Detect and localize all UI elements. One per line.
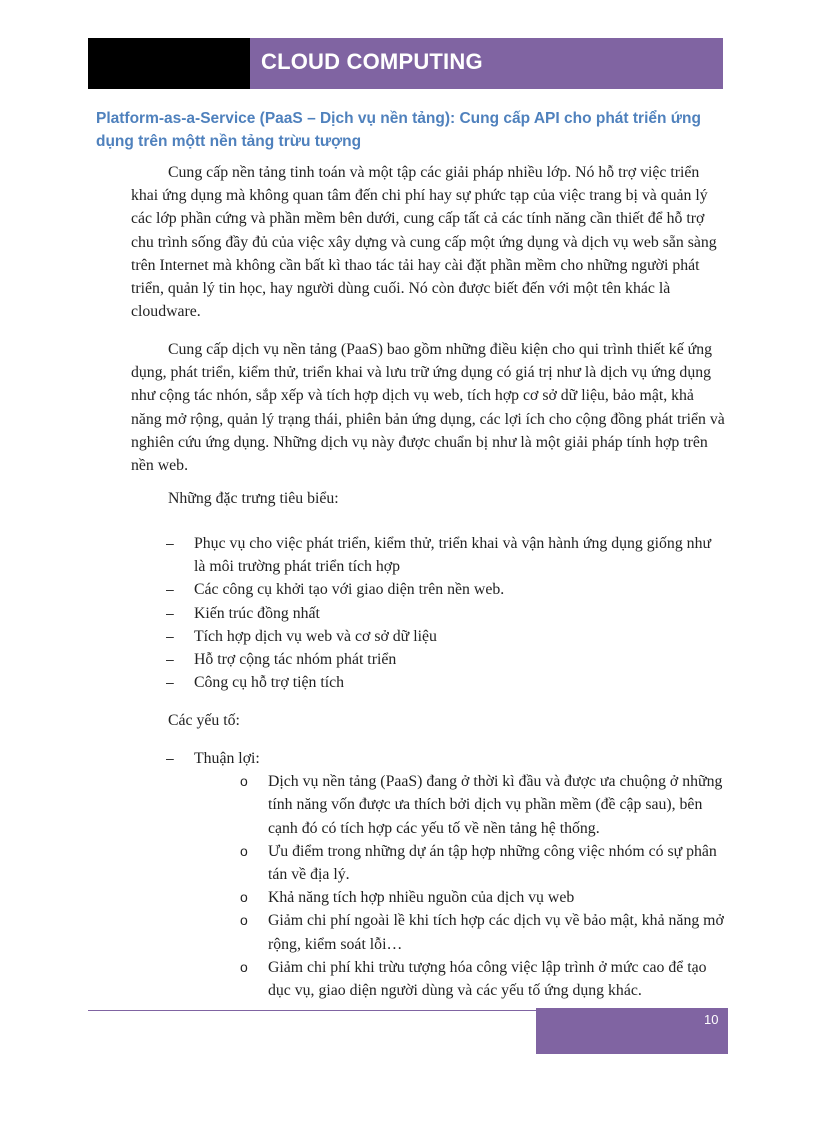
list-item (166, 648, 726, 671)
list-item (166, 671, 726, 694)
dash-marker: – (166, 581, 174, 598)
section-title: Platform-as-a-Service (PaaS – Dịch vụ nền tảng): Cung cấp API cho phát triển ứng dụng trên mộtt nền tảng trừu tượng (96, 110, 701, 150)
sub-list-item (240, 956, 726, 1002)
sub-list-item-text: Giảm chi phí ngoài lề khi tích hợp các dịch vụ về bảo mật, khả năng mở rộng, kiểm soát lỗi… (268, 912, 724, 953)
bullet-marker: o (240, 889, 248, 906)
list-item-text: Tích hợp dịch vụ web và cơ sở dữ liệu (194, 627, 437, 645)
bullet-marker: o (240, 958, 248, 975)
dash-marker: – (166, 627, 174, 644)
sub-list-item (240, 886, 726, 909)
dash-marker: – (166, 674, 174, 691)
list-item-text: Kiến trúc đồng nhất (194, 604, 320, 622)
list-item (166, 578, 726, 601)
dash-marker: – (166, 604, 174, 621)
paragraph-details: Cung cấp dịch vụ nền tảng (PaaS) bao gồm những điều kiện cho qui trình thiết kế ứng dụng, phát triển, kiểm thử, triển khai và lưu trữ ứng dụng có giá trị như là dịch vụ ứng dụng như cộng tác nhón, sắp xếp và tích hợp dịch vụ web, tích hợp cơ sở dữ liệu, bảo mật, khả năng mở rộng, quản lý trạng thái, phiên bản ứng dụng, các lợi ích cho cộng đồng phát triển và nghiên cứu ứng dụng. Những dịch vụ này được chuẩn bị như là một giải pháp tính hợp trên nền web. (131, 341, 725, 475)
dash-marker: – (166, 651, 174, 668)
factors-heading: Các yếu tố: (168, 712, 240, 729)
bullet-marker: o (240, 773, 248, 790)
list-item-text: Các công cụ khởi tạo với giao diện trên nền web. (194, 581, 505, 599)
sub-list-item-text: Giảm chi phí khi trừu tượng hóa công việc lập trình ở mức cao để tạo dục vụ, giao diện người dùng và các yếu tố ứng dụng khác. (268, 958, 707, 1000)
list-item (166, 602, 726, 625)
sub-list-item (240, 770, 726, 840)
dash-marker: – (166, 750, 174, 766)
header-title: CLOUD COMPUTING (261, 49, 483, 74)
list-item (166, 532, 726, 578)
advantages-label: Thuận lợi: (194, 750, 260, 767)
sub-list-item (240, 909, 726, 955)
footer-page-box (536, 1008, 728, 1054)
features-list (166, 532, 726, 694)
sub-list-item-text: Khả năng tích hợp nhiều nguồn của dịch vụ web (268, 889, 575, 907)
page-number: 10 (704, 1012, 719, 1027)
features-heading: Những đặc trưng tiêu biểu: (168, 490, 339, 507)
factors-list (166, 747, 726, 1002)
sub-list-item (240, 840, 726, 886)
sub-list-item-text: Ưu điểm trong những dự án tập hợp những công việc nhóm có sự phân tán về địa lý. (268, 842, 717, 884)
list-item (166, 747, 726, 1002)
bullet-marker: o (240, 912, 248, 929)
list-item-text: Công cụ hỗ trợ tiện tích (194, 674, 345, 692)
list-item-text: Phục vụ cho việc phát triển, kiểm thử, triển khai và vận hành ứng dụng giống như là môi trường phát triển tích hợp (194, 535, 712, 576)
list-item-text: Hỗ trợ cộng tác nhóm phát triển (194, 651, 397, 669)
bullet-marker: o (240, 842, 248, 859)
sub-list-item-text: Dịch vụ nền tảng (PaaS) đang ở thời kì đầu và được ưa chuộng ở những tính năng vốn được ưa thích bởi dịch vụ phần mềm (đề cập sau), bên cạnh đó có tích hợp các yếu tố về nền tảng hệ thống. (268, 773, 723, 837)
list-item (166, 625, 726, 648)
footer-rule (88, 1010, 536, 1011)
paragraph-intro: Cung cấp nền tảng tinh toán và một tập các giải pháp nhiều lớp. Nó hỗ trợ việc triển khai ứng dụng mà không quan tâm đến chi phí hay sự phức tạp của việc trang bị và quản lý các lớp phần cứng và phần mềm bên dưới, cung cấp tất cả các tính năng cần thiết để hỗ trợ chu trình sống đầy đủ của việc xây dựng và cung cấp một ứng dụng và dịch vụ web sẵn sàng trên Internet mà không cần bất kì thao tác tải hay cài đặt phần mềm cho những người phát triển, quản lý tin học, hay người dùng cuối. Nó còn được biết đến với một tên khác là cloudware. (131, 164, 717, 321)
advantages-list (240, 770, 726, 1002)
dash-marker: – (166, 535, 174, 551)
header-black-block (88, 38, 250, 89)
